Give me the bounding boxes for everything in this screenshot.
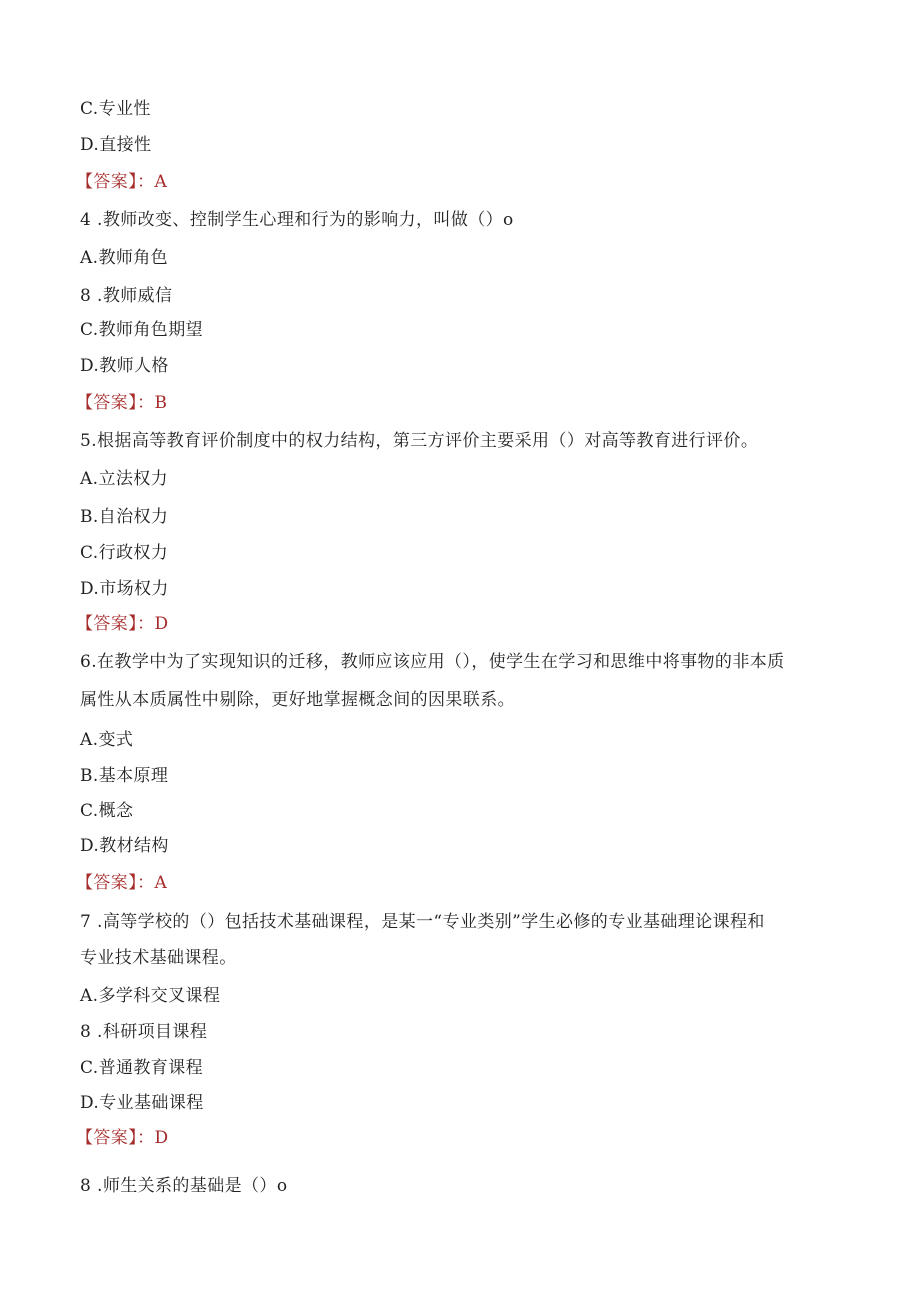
option-line: A.立法权力 bbox=[80, 469, 169, 489]
question-line: 属性从本质属性中剔除，更好地掌握概念间的因果联系。 bbox=[80, 690, 515, 710]
option-line: D.直接性 bbox=[80, 135, 152, 155]
question-line: 专业技术基础课程。 bbox=[80, 948, 237, 968]
option-line: B.基本原理 bbox=[80, 766, 169, 786]
option-line: D.教材结构 bbox=[80, 836, 169, 856]
question-line: 4 .教师改变、控制学生心理和行为的影响力，叫做（）o bbox=[80, 210, 514, 230]
answer-line: 【答案】：A bbox=[76, 172, 168, 192]
option-line: A.变式 bbox=[80, 730, 134, 750]
question-line: 7 .高等学校的（）包括技术基础课程，是某一“专业类别”学生必修的专业基础理论课程和 bbox=[80, 912, 765, 932]
question-line: 5.根据高等教育评价制度中的权力结构，第三方评价主要采用（）对高等教育进行评价。 bbox=[80, 431, 759, 451]
option-line: C.普通教育课程 bbox=[80, 1058, 204, 1078]
option-line: C.概念 bbox=[80, 801, 134, 821]
option-line: 8 .教师威信 bbox=[80, 286, 173, 306]
question-line: 8 .师生关系的基础是（）o bbox=[80, 1176, 288, 1196]
answer-line: 【答案】：D bbox=[76, 1128, 169, 1148]
option-line: A.多学科交叉课程 bbox=[80, 986, 221, 1006]
answer-line: 【答案】：B bbox=[76, 393, 168, 413]
option-line: 8 .科研项目课程 bbox=[80, 1022, 208, 1042]
answer-line: 【答案】：D bbox=[76, 614, 169, 634]
option-line: D.教师人格 bbox=[80, 356, 169, 376]
option-line: B.自治权力 bbox=[80, 507, 169, 527]
option-line: C.行政权力 bbox=[80, 543, 169, 563]
answer-line: 【答案】：A bbox=[76, 873, 168, 893]
option-line: D.市场权力 bbox=[80, 579, 169, 599]
question-line: 6.在教学中为了实现知识的迁移，教师应该应用（），使学生在学习和思维中将事物的非本质 bbox=[80, 652, 785, 672]
option-line: A.教师角色 bbox=[80, 248, 169, 268]
option-line: C.专业性 bbox=[80, 99, 151, 119]
option-line: C.教师角色期望 bbox=[80, 320, 204, 340]
option-line: D.专业基础课程 bbox=[80, 1093, 204, 1113]
